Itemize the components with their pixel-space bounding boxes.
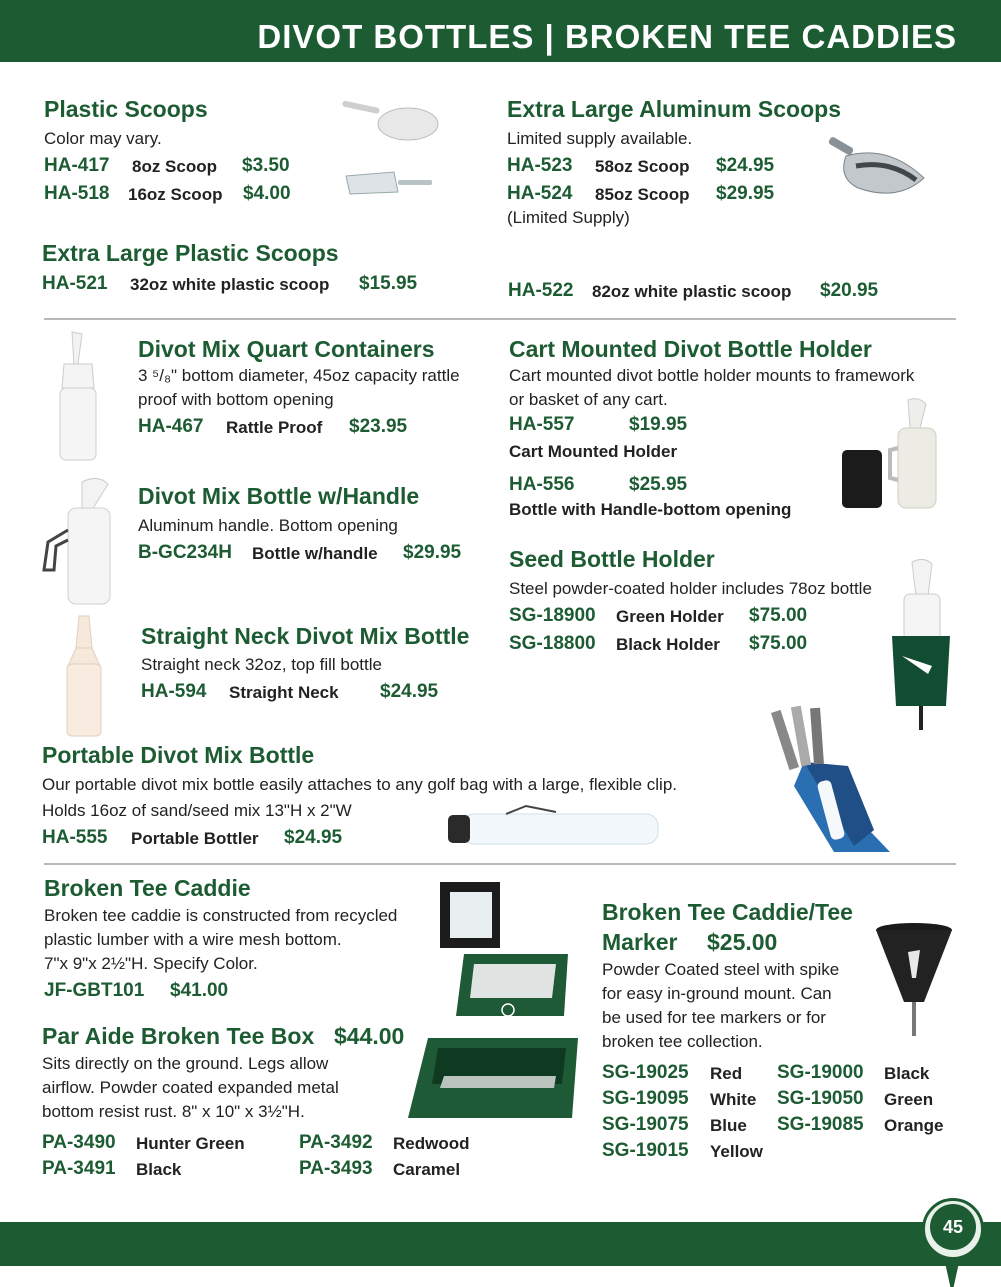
product-code: SG-19085 <box>777 1114 864 1135</box>
desc-line: Straight neck 32oz, top fill bottle <box>141 655 382 674</box>
desc-line: Our portable divot mix bottle easily attaches to any golf bag with a large, flexible clip. <box>42 775 678 794</box>
product-code: HA-524 <box>507 183 573 204</box>
section-divider <box>44 318 956 320</box>
product-price: $4.00 <box>243 183 291 204</box>
desc-line: for easy in-ground mount. Can <box>602 984 832 1003</box>
portable-bottle-title: Portable Divot Mix Bottle <box>42 742 315 768</box>
xl-plastic-scoops-title: Extra Large Plastic Scoops <box>42 240 339 266</box>
product-desc: Portable Bottler <box>131 829 259 848</box>
product-desc: Green <box>884 1090 934 1109</box>
product-desc: Black <box>136 1160 182 1179</box>
cart-holder-title: Cart Mounted Divot Bottle Holder <box>509 336 872 362</box>
product-code: SG-18800 <box>509 633 596 654</box>
product-desc: Bottle w/handle <box>252 544 378 563</box>
tee-icon <box>944 1258 960 1287</box>
product-code: SG-19095 <box>602 1088 689 1109</box>
product-price: $20.95 <box>820 280 879 301</box>
product-code: HA-556 <box>509 474 575 495</box>
product-desc: Bottle with Handle-bottom opening <box>509 500 792 519</box>
cart-holder-image <box>840 394 940 512</box>
aluminum-scoops-title: Extra Large Aluminum Scoops <box>507 96 841 122</box>
section-divider <box>44 863 956 865</box>
product-price: $41.00 <box>170 980 229 1001</box>
product-desc: Straight Neck <box>229 683 339 702</box>
product-code: HA-594 <box>141 681 207 702</box>
product-code: SG-19000 <box>777 1062 864 1083</box>
product-code: B-GC234H <box>138 542 232 563</box>
product-code: HA-557 <box>509 414 575 435</box>
product-code: HA-555 <box>42 827 108 848</box>
product-code: SG-19015 <box>602 1140 689 1161</box>
plastic-scoops-note: Color may vary. <box>44 129 162 148</box>
product-code: SG-19025 <box>602 1062 689 1083</box>
product-price: $29.95 <box>716 183 775 204</box>
product-desc: 82oz white plastic scoop <box>592 282 792 301</box>
straight-neck-title: Straight Neck Divot Mix Bottle <box>141 623 470 649</box>
product-code: PA-3492 <box>299 1132 373 1153</box>
desc-line: 7"x 9"x 2½"H. Specify Color. <box>44 954 258 973</box>
desc-line: Holds 16oz of sand/seed mix 13"H x 2"W <box>42 801 352 820</box>
desc-line: broken tee collection. <box>602 1032 763 1051</box>
product-code: HA-417 <box>44 155 110 176</box>
product-price: $29.95 <box>403 542 462 563</box>
aluminum-scoop-image <box>828 138 930 200</box>
desc-line: Powder Coated steel with spike <box>602 960 840 979</box>
product-desc: Redwood <box>393 1134 470 1153</box>
product-code: HA-467 <box>138 416 204 437</box>
desc-line: or basket of any cart. <box>509 390 668 409</box>
tee-caddie-image <box>438 880 570 1030</box>
product-code: HA-522 <box>508 280 574 301</box>
limited-supply-note: (Limited Supply) <box>507 208 630 227</box>
clear-scoop-image <box>342 168 437 198</box>
tee-marker-title-line2: Marker <box>602 929 678 955</box>
product-code: JF-GBT101 <box>44 980 145 1001</box>
footer-bar <box>0 1222 1001 1266</box>
product-desc: 58oz Scoop <box>595 157 690 176</box>
quart-container-image <box>56 330 100 462</box>
desc-line: Steel powder-coated holder includes 78oz bottle <box>509 579 872 598</box>
product-desc: Red <box>710 1064 743 1083</box>
portable-bottle-image <box>446 806 662 852</box>
product-price: $24.95 <box>284 827 343 848</box>
broken-tee-caddie-title: Broken Tee Caddie <box>44 875 251 901</box>
product-desc: Orange <box>884 1116 944 1135</box>
bottle-handle-title: Divot Mix Bottle w/Handle <box>138 483 420 509</box>
desc-line: proof with bottom opening <box>138 390 334 409</box>
page-number: 45 <box>930 1204 976 1250</box>
plastic-scoops-title: Plastic Scoops <box>44 96 208 122</box>
product-price: $23.95 <box>349 416 408 437</box>
product-code: SG-18900 <box>509 605 596 626</box>
product-code: PA-3493 <box>299 1158 373 1179</box>
product-code: SG-19075 <box>602 1114 689 1135</box>
product-code: PA-3490 <box>42 1132 116 1153</box>
product-price: $75.00 <box>749 605 808 626</box>
bottle-handle-image <box>42 474 114 608</box>
product-desc: Blue <box>710 1116 747 1135</box>
desc-line: 3 ⁵/₈" bottom diameter, 45oz capacity rattle <box>138 366 460 385</box>
tee-marker-image <box>874 922 956 1038</box>
product-desc: Green Holder <box>616 607 724 626</box>
golf-bag-image <box>770 706 916 856</box>
product-price: $3.50 <box>242 155 290 176</box>
product-desc: White <box>710 1090 757 1109</box>
product-desc: 8oz Scoop <box>132 157 218 176</box>
desc-line: Aluminum handle. Bottom opening <box>138 516 398 535</box>
product-code: PA-3491 <box>42 1158 116 1179</box>
product-code: HA-521 <box>42 273 108 294</box>
product-code: HA-518 <box>44 183 110 204</box>
desc-line: Broken tee caddie is constructed from recycled <box>44 906 398 925</box>
desc-line: plastic lumber with a wire mesh bottom. <box>44 930 342 949</box>
product-desc: 16oz Scoop <box>128 185 223 204</box>
product-desc: Yellow <box>710 1142 763 1161</box>
product-price: $24.95 <box>716 155 775 176</box>
product-price: $25.95 <box>629 474 688 495</box>
tee-marker-title: Broken Tee Caddie/Tee <box>602 899 853 925</box>
product-desc: Hunter Green <box>136 1134 245 1153</box>
product-desc: Black Holder <box>616 635 720 654</box>
seed-holder-title: Seed Bottle Holder <box>509 546 715 572</box>
product-price: $15.95 <box>359 273 418 294</box>
product-desc: Black <box>884 1064 930 1083</box>
quart-containers-title: Divot Mix Quart Containers <box>138 336 435 362</box>
product-code: SG-19050 <box>777 1088 864 1109</box>
product-price: $19.95 <box>629 414 688 435</box>
desc-line: Cart mounted divot bottle holder mounts to framework <box>509 366 915 385</box>
product-price: $24.95 <box>380 681 439 702</box>
desc-line: bottom resist rust. 8" x 10" x 3½"H. <box>42 1102 305 1121</box>
product-price: $75.00 <box>749 633 808 654</box>
desc-line: Sits directly on the ground. Legs allow <box>42 1054 329 1073</box>
tee-box-image <box>404 1034 580 1128</box>
aluminum-scoops-note: Limited supply available. <box>507 129 693 148</box>
product-desc: Cart Mounted Holder <box>509 442 678 461</box>
product-code: HA-523 <box>507 155 573 176</box>
tee-marker-price: $25.00 <box>707 929 778 955</box>
par-aide-title: Par Aide Broken Tee Box <box>42 1023 315 1049</box>
par-aide-price: $44.00 <box>334 1023 405 1049</box>
straight-neck-bottle-image <box>64 614 104 738</box>
desc-line: airflow. Powder coated expanded metal <box>42 1078 339 1097</box>
desc-line: be used for tee markers or for <box>602 1008 826 1027</box>
product-desc: Caramel <box>393 1160 461 1179</box>
plastic-scoop-image <box>340 98 440 146</box>
product-desc: Rattle Proof <box>226 418 323 437</box>
product-desc: 85oz Scoop <box>595 185 690 204</box>
product-desc: 32oz white plastic scoop <box>130 275 330 294</box>
page-title: DIVOT BOTTLES | BROKEN TEE CADDIES <box>257 18 957 55</box>
